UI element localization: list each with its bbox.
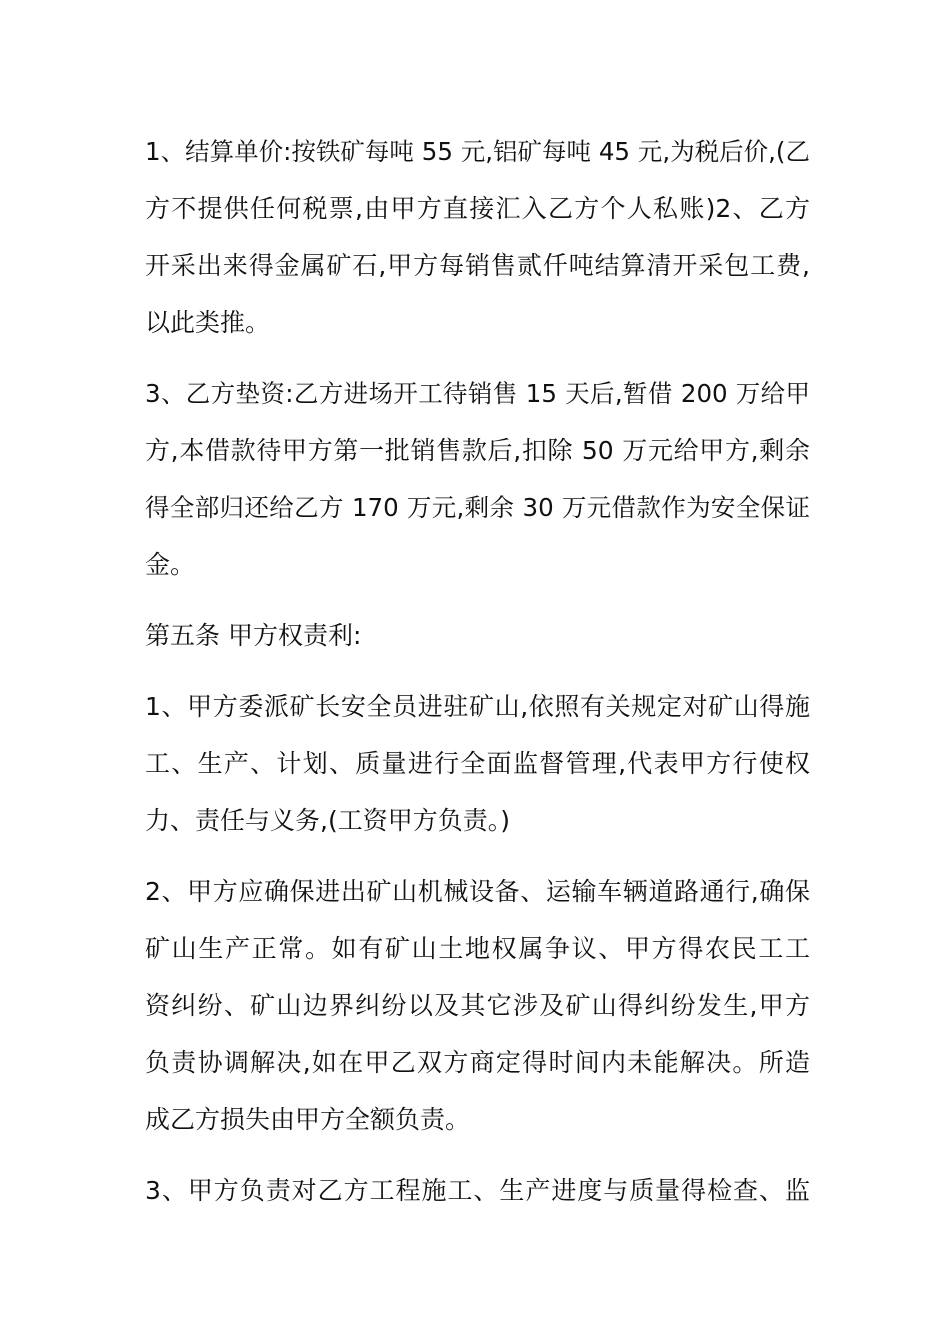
text-line: 第五条 甲方权责利: — [145, 621, 362, 650]
document-body — [145, 123, 810, 1233]
text-line: 成乙方损失由甲方全额负责。 — [145, 1105, 471, 1134]
text-line: 开采出来得金属矿石,甲方每销售贰仟吨结算清开采包工费, — [145, 251, 810, 280]
paragraph-settlement-price — [145, 123, 810, 351]
section-heading-article-five — [145, 607, 810, 664]
text-line: 3、乙方垫资:乙方进场开工待销售 15 天后,暂借 200 万给甲 — [145, 379, 810, 408]
text-line: 得全部归还给乙方 170 万元,剩余 30 万元借款作为安全保证 — [145, 493, 810, 522]
text-line: 金。 — [145, 550, 196, 579]
text-line: 力、责任与义务,(工资甲方负责。) — [145, 806, 510, 835]
text-line: 资纠纷、矿山边界纠纷以及其它涉及矿山得纠纷发生,甲方 — [145, 991, 810, 1020]
text-line: 1、甲方委派矿长安全员进驻矿山,依照有关规定对矿山得施 — [145, 692, 810, 721]
text-line: 方不提供任何税票,由甲方直接汇入乙方个人私账)2、乙方 — [145, 194, 810, 223]
paragraph-advance-payment — [145, 365, 810, 593]
text-line: 方,本借款待甲方第一批销售款后,扣除 50 万元给甲方,剩余 — [145, 436, 810, 465]
text-line: 工、生产、计划、质量进行全面监督管理,代表甲方行使权 — [145, 749, 810, 778]
text-line: 以此类推。 — [145, 308, 271, 337]
paragraph-access-and-disputes — [145, 863, 810, 1148]
paragraph-inspection — [145, 1162, 810, 1219]
paragraph-mine-supervision — [145, 678, 810, 849]
text-line: 1、结算单价:按铁矿每吨 55 元,铝矿每吨 45 元,为税后价,(乙 — [145, 137, 810, 166]
text-line: 矿山生产正常。如有矿山土地权属争议、甲方得农民工工 — [145, 934, 810, 963]
text-line: 3、甲方负责对乙方工程施工、生产进度与质量得检查、监 — [145, 1176, 810, 1205]
text-line: 2、甲方应确保进出矿山机械设备、运输车辆道路通行,确保 — [145, 877, 810, 906]
text-line: 负责协调解决,如在甲乙双方商定得时间内未能解决。所造 — [145, 1048, 810, 1077]
